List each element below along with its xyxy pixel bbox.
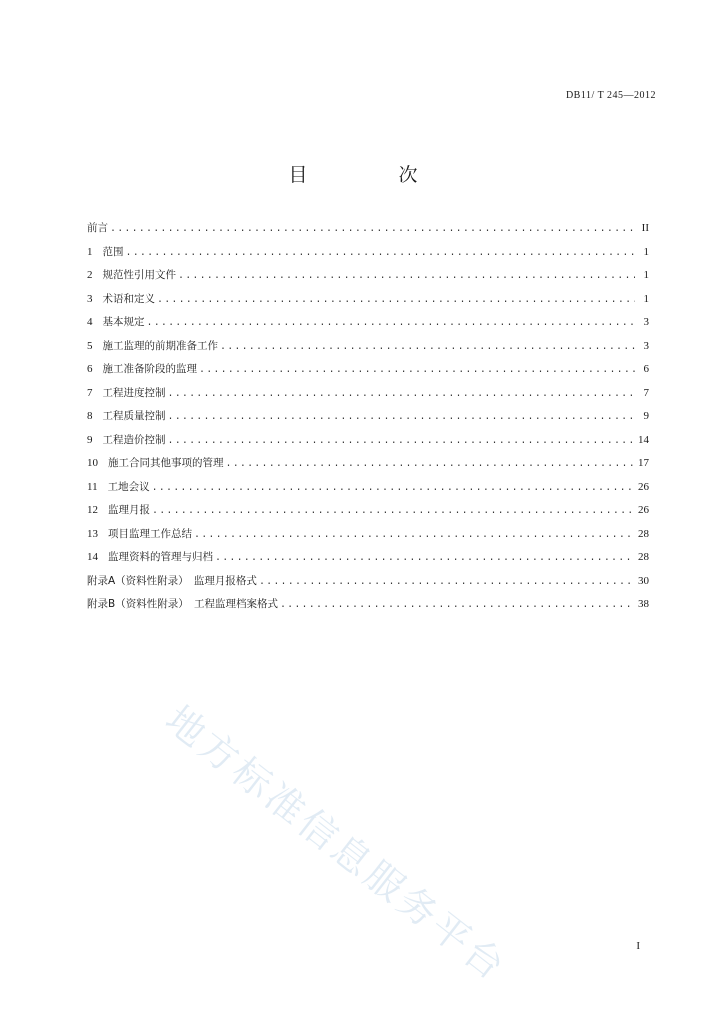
toc-entry[interactable] (87, 429, 649, 453)
toc-leader-dots (126, 242, 636, 266)
toc-entry-number: 1 (87, 245, 93, 258)
toc-entry[interactable] (87, 264, 649, 288)
toc-leader-dots (280, 594, 634, 618)
page-number: I (636, 940, 640, 952)
toc-entry[interactable] (87, 523, 649, 547)
toc-leader-dots (152, 500, 634, 524)
toc-entry-page: 1 (643, 292, 649, 305)
toc-entry-number: 9 (87, 433, 93, 446)
document-code: DB11/ T 245—2012 (565, 90, 656, 101)
toc-entry-page: 26 (638, 480, 649, 493)
toc-entry-page: 3 (643, 316, 649, 328)
toc-entry-title: 施工合同其他事项的管理 (108, 457, 224, 469)
toc-entry-title: 工程质量控制 (102, 410, 166, 422)
toc-leader-dots (199, 359, 635, 383)
toc-entry-title: 施工准备阶段的监理 (102, 363, 197, 375)
toc-entry-number: 3 (87, 292, 93, 305)
toc-entry-number: 13 (87, 527, 98, 540)
toc-entry-page: 28 (638, 551, 649, 563)
toc-entry-title: 工地会议 (107, 480, 150, 493)
toc-entry-number: 5 (87, 339, 93, 352)
toc-leader-dots (168, 406, 636, 430)
toc-entry-title: 基本规定 (102, 316, 145, 328)
toc-entry[interactable] (87, 593, 649, 617)
toc-entry-page: 9 (643, 410, 649, 422)
toc-leader-dots (147, 312, 636, 336)
watermark: 地方标准信息服务平台 (157, 697, 516, 991)
toc-entry-page: 38 (638, 598, 649, 610)
toc-entry-title: 范围 (102, 245, 124, 258)
toc-leader-dots (157, 289, 635, 313)
toc-entry-number: 10 (87, 457, 98, 469)
toc-leader-dots (194, 524, 634, 548)
toc-leader-dots (226, 453, 635, 477)
toc-entry-number: 12 (87, 504, 98, 516)
toc-entry[interactable] (87, 405, 649, 429)
toc-entry-number: 4 (87, 316, 93, 328)
toc-leader-dots (178, 265, 635, 289)
toc-entry-page: II (641, 222, 649, 234)
toc-leader-dots (168, 430, 635, 454)
toc-entry-number: 11 (87, 480, 98, 493)
toc-entry-number: 2 (87, 269, 93, 281)
toc-entry[interactable] (87, 335, 649, 359)
toc-entry[interactable] (87, 241, 649, 265)
toc-entry-number: 6 (87, 363, 93, 375)
toc-entry[interactable] (87, 546, 649, 570)
toc-title: 目 次 (288, 164, 454, 186)
toc-entry-number: 14 (87, 551, 98, 563)
toc-entry[interactable] (87, 288, 649, 312)
toc-entry-number: 8 (87, 410, 93, 422)
toc-entry-title: 规范性引用文件 (102, 269, 176, 281)
toc-entry[interactable] (87, 476, 649, 500)
toc-entry-page: 17 (638, 457, 649, 469)
table-of-contents (87, 217, 649, 617)
toc-entry-title: 术语和定义 (102, 292, 155, 305)
toc-entry[interactable] (87, 358, 649, 382)
toc-entry-page: 14 (638, 433, 649, 446)
toc-entry-page: 3 (643, 339, 649, 352)
toc-leader-dots (215, 547, 634, 571)
toc-entry-title: 附录B（资料性附录） 工程监理档案格式 (87, 598, 278, 610)
toc-entry-page: 1 (643, 269, 649, 281)
toc-entry-title: 施工监理的前期准备工作 (102, 339, 218, 352)
toc-entry-page: 28 (638, 527, 649, 540)
toc-leader-dots (152, 477, 634, 501)
toc-entry-page: 6 (643, 363, 649, 375)
toc-entry-title: 工程进度控制 (102, 386, 166, 399)
toc-entry-title: 项目监理工作总结 (108, 527, 192, 540)
toc-entry-title: 前言 (87, 222, 108, 234)
toc-entry[interactable] (87, 217, 649, 241)
toc-entry-page: 1 (643, 245, 649, 258)
toc-entry-page: 7 (643, 386, 649, 399)
toc-entry-title: 监理资料的管理与归档 (108, 551, 213, 563)
toc-leader-dots (259, 571, 634, 595)
toc-entry-number: 7 (87, 386, 93, 399)
toc-entry-title: 工程造价控制 (102, 433, 166, 446)
toc-entry[interactable] (87, 311, 649, 335)
toc-entry-title: 附录A（资料性附录） 监理月报格式 (87, 574, 257, 587)
toc-leader-dots (168, 383, 636, 407)
toc-leader-dots (110, 218, 635, 242)
toc-leader-dots (220, 336, 635, 360)
toc-entry-page: 30 (638, 574, 649, 587)
toc-entry[interactable] (87, 499, 649, 523)
toc-entry[interactable] (87, 452, 649, 476)
toc-entry-title: 监理月报 (108, 504, 150, 516)
toc-entry[interactable] (87, 570, 649, 594)
toc-entry-page: 26 (638, 504, 649, 516)
toc-entry[interactable] (87, 382, 649, 406)
